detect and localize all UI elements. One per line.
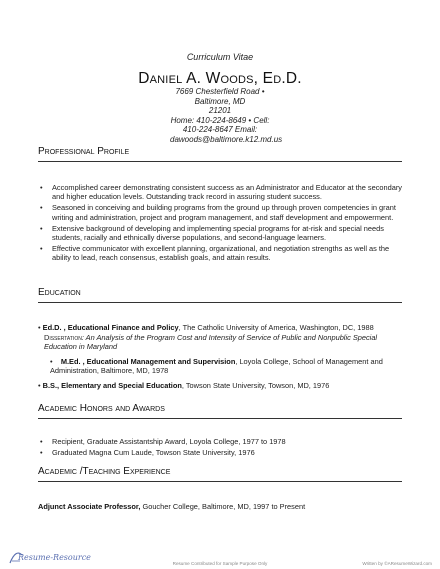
education-entry: [50, 357, 406, 375]
bullet-icon: •: [50, 357, 53, 366]
cv-title: Curriculum Vitae: [186, 52, 254, 62]
bullet-icon: •: [40, 437, 43, 446]
section-title-profile: Professional Profile: [38, 146, 130, 157]
profile-item: • Extensive background of developing and implementing special programs for at-risk and special needs students, racially and ethnically diverse populations, and second-language learners.: [40, 223, 384, 243]
section-divider: [38, 418, 402, 419]
honors-item: • Graduated Magna Cum Laude, Towson State University, 1976: [40, 448, 255, 458]
section-title-teaching: Academic /Teaching Experience: [38, 466, 171, 477]
section-title-honors: Academic Honors and Awards: [38, 403, 165, 414]
job-details: Goucher College, Baltimore, MD, 1997 to Present: [140, 502, 306, 511]
footer-credit: Written by ©AResumeWizard.com: [362, 561, 432, 566]
degree-details: , Towson State University, Towson, MD, 1976: [181, 381, 330, 390]
profile-list: [38, 183, 404, 265]
section-title-education: Education: [38, 287, 81, 298]
profile-item: • Accomplished career demonstrating consistent success as an Administrator and Educator at the secondary and higher education levels. Outstanding track record in assuring student success.: [40, 183, 403, 202]
honors-item: • Recipient, Graduate Assistantship Award, Loyola College, 1977 to 1978: [40, 437, 286, 446]
dissertation-label: Dissertation: [44, 333, 82, 342]
bullet-icon: •: [40, 448, 43, 458]
address-line: 7669 Chesterfield Road • Baltimore, MD: [175, 87, 265, 106]
degree-title: B.S., Elementary and Special Education: [42, 381, 182, 390]
profile-item: • Seasoned in conceiving and building programs from the ground up through proven competencies in grant writing and administration, project and program management, and staff development and empowerment.: [40, 203, 396, 222]
job-entry: [38, 502, 305, 511]
logo-text: Resume-Resource: [18, 553, 91, 562]
bullet-icon: •: [40, 244, 43, 254]
address-zip: 21201: [208, 106, 232, 116]
bullet-icon: •: [40, 183, 43, 192]
phone-line-2: 410-224-8647 Email:: [182, 125, 258, 135]
email-address: dawoods@baltimore.k12.md.us: [170, 134, 283, 144]
bullet-icon: •: [40, 203, 43, 213]
degree-details: , Loyola College, School of Management and Administration, Baltimore, MD, 1978: [50, 357, 383, 376]
bullet-icon: •: [40, 223, 43, 233]
degree-title: Ed.D. , Educational Finance and Policy: [42, 323, 179, 332]
dissertation-text: : An Analysis of the Program Cost and Intensity of Service of Public and Nonpublic Special Education in Maryland: [44, 333, 378, 352]
honors-list: [38, 437, 404, 459]
education-entry: [38, 323, 408, 332]
bullet-icon: •: [38, 323, 41, 332]
section-divider: [38, 161, 402, 162]
dissertation: [44, 333, 404, 351]
profile-item: • Effective communicator with excellent planning, organizational, and negotiation strengths as well as the ability to lead, reach consensus, establish goals, and attain results.: [40, 244, 390, 263]
degree-details: , The Catholic University of America, Washington, DC, 1988: [178, 323, 374, 332]
degree-title: M.Ed. , Educational Management and Supervision: [60, 357, 236, 366]
job-title: Adjunct Associate Professor,: [38, 502, 141, 511]
bullet-icon: •: [38, 381, 41, 390]
contact-block: [170, 87, 283, 145]
footer-note: Resume Contributed for Sample Purpose Only: [172, 561, 268, 566]
education-entry: [38, 381, 408, 390]
phone-line: Home: 410-224-8649 • Cell:: [170, 115, 270, 125]
section-divider: [38, 481, 402, 482]
candidate-name: Daniel A. Woods, Ed.D.: [138, 70, 302, 87]
section-divider: [38, 302, 402, 303]
